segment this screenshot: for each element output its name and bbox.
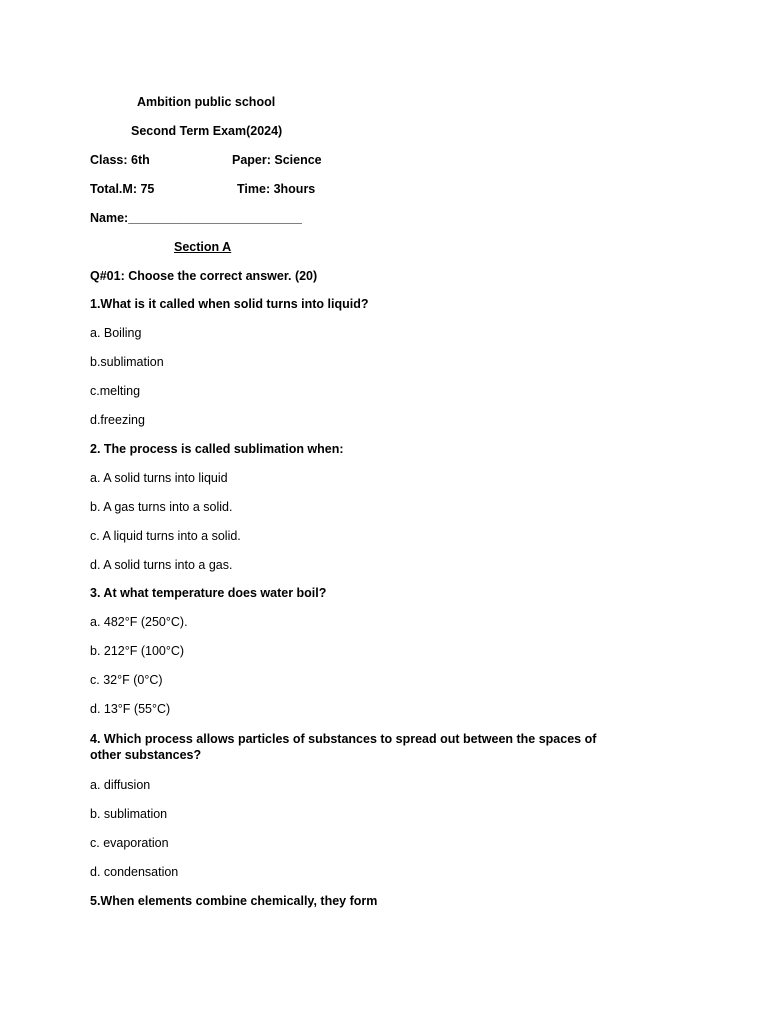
time-label: Time: 3hours [237,182,316,196]
q1-option-d: d.freezing [90,413,145,427]
name-line: Name:_________________________ [90,211,303,225]
q2-option-a: a. A solid turns into liquid [90,471,228,485]
q3-option-c: c. 32°F (0°C) [90,673,163,687]
q4-option-d: d. condensation [90,865,179,879]
q4-option-a: a. diffusion [90,778,151,792]
q3-option-d: d. 13°F (55°C) [90,702,171,716]
q2-option-d: d. A solid turns into a gas. [90,558,233,572]
question-1: 1.What is it called when solid turns into liquid? [90,297,369,311]
q3-option-b: b. 212°F (100°C) [90,644,185,658]
q2-option-c: c. A liquid turns into a solid. [90,529,241,543]
paper-label: Paper: Science [232,153,322,167]
school-name: Ambition public school [137,95,276,109]
q1-option-c: c.melting [90,384,141,398]
q3-option-a: a. 482°F (250°C). [90,615,188,629]
q2-option-b: b. A gas turns into a solid. [90,500,233,514]
q1-option-a: a. Boiling [90,326,142,340]
class-label: Class: 6th [90,153,150,167]
question-5: 5.When elements combine chemically, they form [90,894,378,908]
total-marks: Total.M: 75 [90,182,155,196]
question-2: 2. The process is called sublimation when: [90,442,344,456]
q1-option-b: b.sublimation [90,355,164,369]
question-4: 4. Which process allows particles of substances to spread out between the spaces of other substances? [90,732,597,762]
section-instruction: Q#01: Choose the correct answer. (20) [90,269,318,283]
q4-option-b: b. sublimation [90,807,168,821]
question-3: 3. At what temperature does water boil? [90,586,327,600]
section-title: Section A [174,240,232,254]
q4-option-c: c. evaporation [90,836,169,850]
exam-title: Second Term Exam(2024) [131,124,283,138]
